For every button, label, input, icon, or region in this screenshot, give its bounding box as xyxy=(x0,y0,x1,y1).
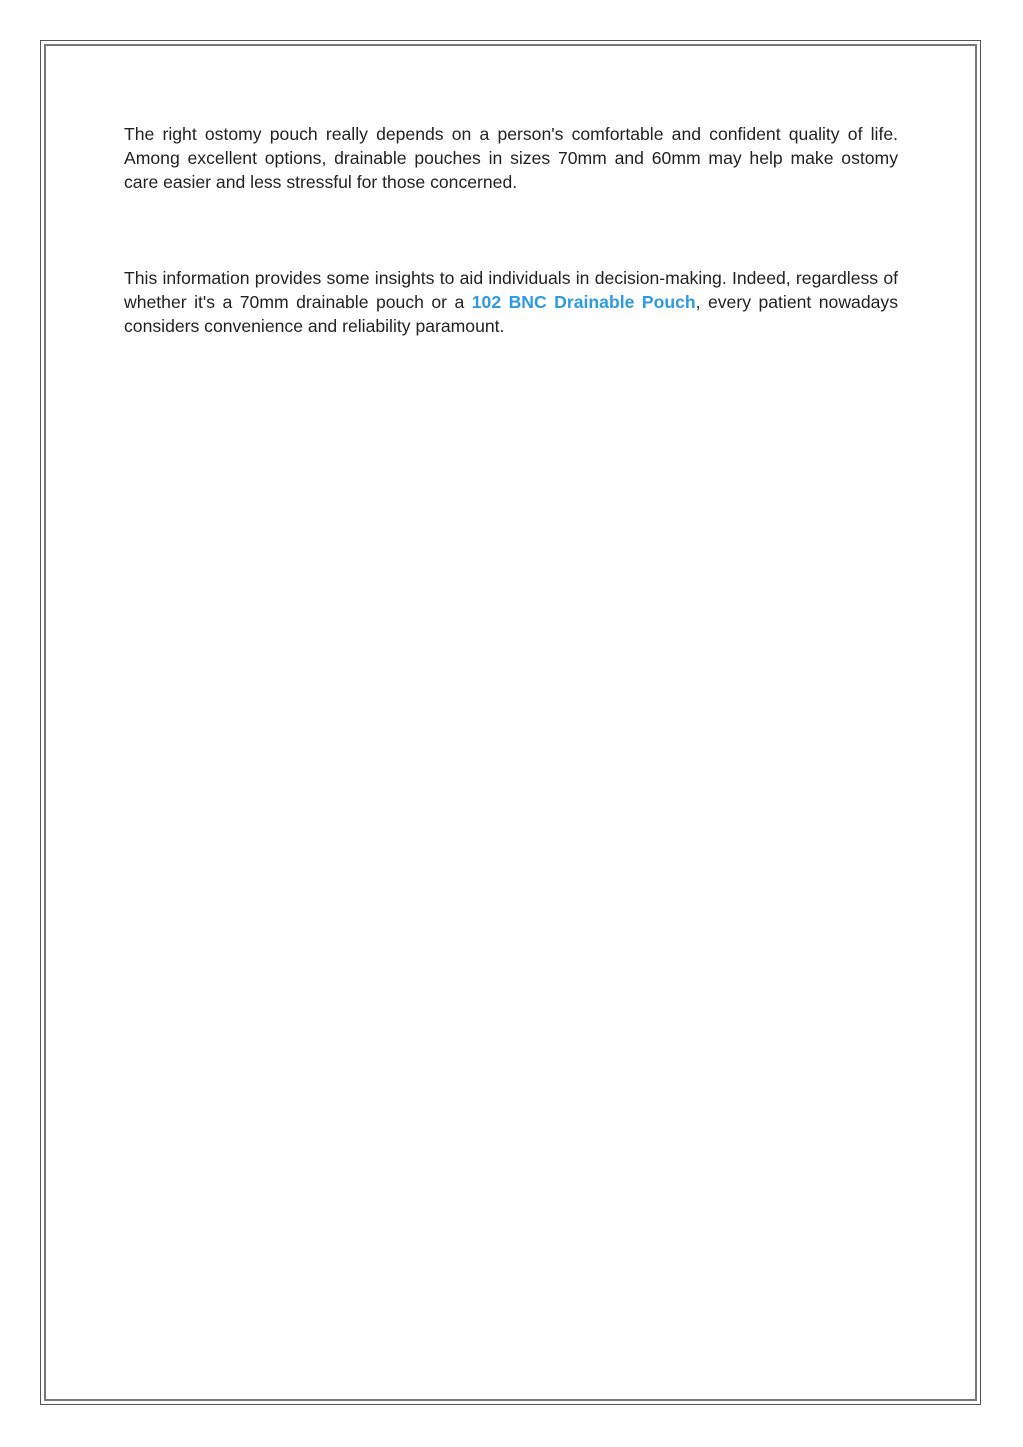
paragraph-intro: The right ostomy pouch really depends on a person's comfortable and confident quality of life. Among excellent options, drainable pouches in sizes 70mm and 60mm may help make ostomy care easier and less stressful for those concerned. xyxy=(124,124,898,192)
document-body xyxy=(124,122,898,338)
paragraph-insights-text-before: This information provides some insights to aid individuals in decision-making. Indeed, regardless of whether it's a 70mm drainable pouch or a xyxy=(124,268,898,312)
paragraph-insights xyxy=(124,266,898,338)
paragraph-insights-text-after: , every patient nowadays considers convenience and reliability paramount. xyxy=(124,292,898,336)
drainable-pouch-link[interactable]: 102 BNC Drainable Pouch xyxy=(471,292,696,312)
